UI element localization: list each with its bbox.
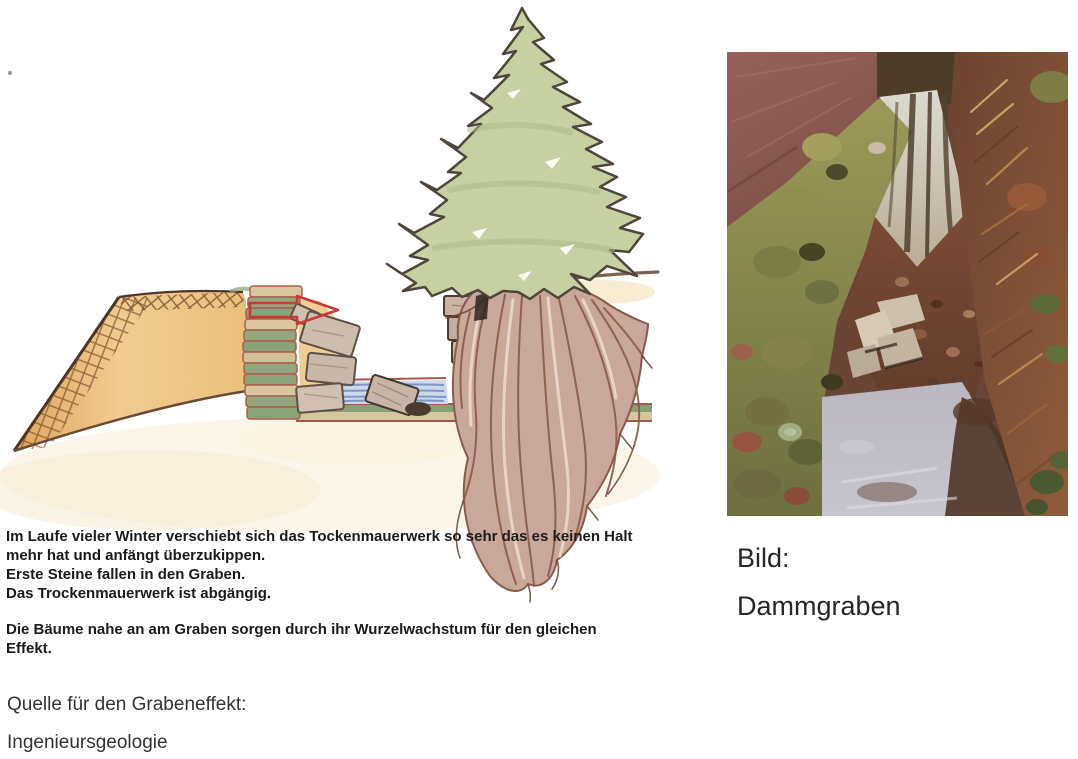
paragraph-line: mehr hat und anfängt überzukippen. bbox=[6, 547, 266, 564]
photo-caption-label: Bild: bbox=[737, 543, 790, 573]
paragraph-mauerwerk bbox=[6, 527, 686, 603]
source-heading: Quelle für den Grabeneffekt: bbox=[7, 694, 247, 715]
paragraph-line: Im Laufe vieler Winter verschiebt sich das Tockenmauerwerk so sehr das es keinen Halt bbox=[6, 528, 633, 545]
photo-caption-title: Dammgraben bbox=[737, 591, 901, 621]
source-reference: Ingenieursgeologie bbox=[7, 732, 168, 753]
paragraph-line: Das Trockenmauerwerk ist abgängig. bbox=[6, 585, 272, 602]
paragraph-baeume bbox=[6, 620, 686, 658]
paragraph-line: Erste Steine fallen in den Graben. bbox=[6, 566, 246, 583]
paragraph-line: Effekt. bbox=[6, 640, 52, 657]
paragraph-line: Die Bäume nahe an am Graben sorgen durch ihr Wurzelwachstum für den gleichen bbox=[6, 621, 597, 638]
